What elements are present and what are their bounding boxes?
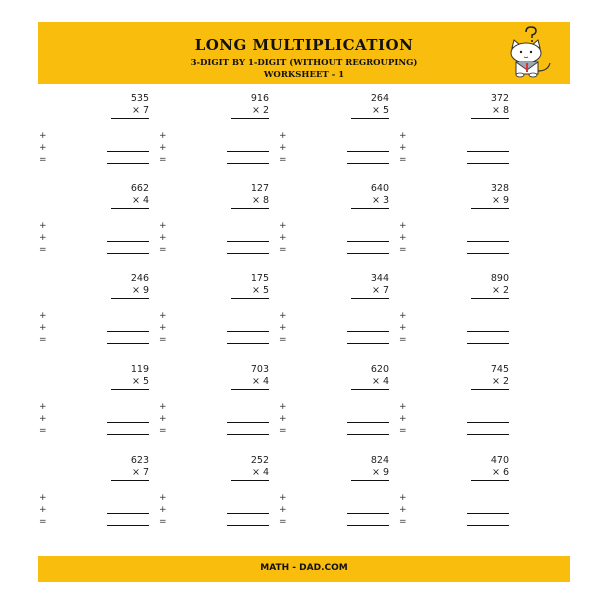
equals-sign: = [39, 335, 47, 345]
answer-line[interactable] [347, 513, 389, 514]
multiplier: × 5 [251, 285, 269, 296]
answer-line[interactable] [467, 343, 509, 344]
problem-rule [111, 118, 149, 119]
answer-line[interactable] [227, 331, 269, 332]
plus-sign: + [279, 143, 287, 153]
answer-line[interactable] [227, 241, 269, 242]
problem-rule [471, 118, 509, 119]
worksheet-number: WORKSHEET - 1 [263, 70, 345, 80]
answer-line[interactable] [467, 163, 509, 164]
footer-site: MATH - DAD.COM [260, 563, 348, 573]
multiplicand: 623 [130, 455, 149, 466]
answer-line[interactable] [107, 163, 149, 164]
problem-item [39, 183, 149, 263]
plus-sign: + [399, 311, 407, 321]
plus-sign: + [39, 402, 47, 412]
multiplier: × 3 [371, 195, 389, 206]
answer-line[interactable] [107, 434, 149, 435]
multiplier: × 6 [491, 467, 509, 478]
answer-line[interactable] [227, 434, 269, 435]
problem-item [399, 183, 509, 263]
plus-sign: + [279, 402, 287, 412]
multiplier: × 8 [491, 105, 509, 116]
equals-sign: = [39, 245, 47, 255]
plus-sign: + [399, 143, 407, 153]
multiplier: × 4 [251, 467, 269, 478]
multiplier: × 7 [371, 285, 389, 296]
multiplicand: 252 [250, 455, 269, 466]
problem-rule [231, 118, 269, 119]
multiplicand: 640 [370, 183, 389, 194]
equals-sign: = [39, 426, 47, 436]
problem-rule [351, 480, 389, 481]
problem-item [39, 455, 149, 535]
plus-sign: + [399, 233, 407, 243]
answer-line[interactable] [227, 525, 269, 526]
equals-sign: = [159, 155, 167, 165]
multiplicand: 246 [130, 273, 149, 284]
equals-sign: = [279, 155, 287, 165]
plus-sign: + [39, 131, 47, 141]
multiplicand: 535 [130, 93, 149, 104]
plus-sign: + [279, 131, 287, 141]
problem-rule [351, 118, 389, 119]
problem-rule [111, 208, 149, 209]
header-banner [38, 22, 570, 84]
plus-sign: + [159, 233, 167, 243]
problem-item [39, 273, 149, 353]
plus-sign: + [159, 311, 167, 321]
problem-rule [111, 389, 149, 390]
problem-rule [351, 298, 389, 299]
problem-rule [111, 480, 149, 481]
answer-line[interactable] [347, 525, 389, 526]
cat-mascot-icon [502, 26, 556, 80]
answer-line[interactable] [347, 241, 389, 242]
plus-sign: + [159, 505, 167, 515]
answer-line[interactable] [107, 241, 149, 242]
equals-sign: = [159, 245, 167, 255]
multiplicand: 372 [490, 93, 509, 104]
answer-line[interactable] [227, 253, 269, 254]
answer-line[interactable] [107, 513, 149, 514]
problem-rule [231, 208, 269, 209]
answer-line[interactable] [467, 422, 509, 423]
equals-sign: = [39, 517, 47, 527]
multiplier: × 8 [251, 195, 269, 206]
answer-line[interactable] [107, 422, 149, 423]
answer-line[interactable] [347, 422, 389, 423]
problem-item [39, 364, 149, 444]
problem-item [279, 364, 389, 444]
multiplier: × 4 [251, 376, 269, 387]
equals-sign: = [279, 517, 287, 527]
problem-item [279, 183, 389, 263]
problem-item [159, 364, 269, 444]
equals-sign: = [399, 335, 407, 345]
plus-sign: + [399, 221, 407, 231]
problem-rule [471, 208, 509, 209]
multiplier: × 5 [371, 105, 389, 116]
problem-item [279, 93, 389, 173]
plus-sign: + [279, 505, 287, 515]
plus-sign: + [39, 143, 47, 153]
plus-sign: + [279, 493, 287, 503]
problem-rule [231, 389, 269, 390]
plus-sign: + [159, 414, 167, 424]
answer-line[interactable] [227, 513, 269, 514]
answer-line[interactable] [107, 525, 149, 526]
multiplicand: 344 [370, 273, 389, 284]
problem-item [279, 455, 389, 535]
multiplier: × 2 [491, 376, 509, 387]
problem-rule [471, 389, 509, 390]
multiplicand: 662 [130, 183, 149, 194]
problem-item [159, 273, 269, 353]
plus-sign: + [399, 131, 407, 141]
answer-line[interactable] [467, 434, 509, 435]
problem-item [279, 273, 389, 353]
plus-sign: + [279, 323, 287, 333]
answer-line[interactable] [107, 343, 149, 344]
plus-sign: + [399, 414, 407, 424]
equals-sign: = [159, 335, 167, 345]
multiplier: × 7 [131, 467, 149, 478]
equals-sign: = [399, 426, 407, 436]
problem-rule [231, 480, 269, 481]
answer-line[interactable] [107, 151, 149, 152]
problem-item [39, 93, 149, 173]
plus-sign: + [279, 233, 287, 243]
plus-sign: + [39, 323, 47, 333]
plus-sign: + [159, 131, 167, 141]
footer-banner [38, 556, 570, 582]
problem-rule [471, 480, 509, 481]
multiplier: × 4 [371, 376, 389, 387]
multiplicand: 745 [490, 364, 509, 375]
answer-line[interactable] [467, 151, 509, 152]
equals-sign: = [279, 335, 287, 345]
answer-line[interactable] [227, 163, 269, 164]
plus-sign: + [39, 493, 47, 503]
answer-line[interactable] [347, 253, 389, 254]
answer-line[interactable] [107, 331, 149, 332]
answer-line[interactable] [107, 253, 149, 254]
problem-rule [351, 389, 389, 390]
equals-sign: = [399, 517, 407, 527]
multiplier: × 4 [131, 195, 149, 206]
equals-sign: = [159, 426, 167, 436]
multiplicand: 175 [250, 273, 269, 284]
plus-sign: + [159, 402, 167, 412]
answer-line[interactable] [467, 513, 509, 514]
problem-item [399, 93, 509, 173]
worksheet-title: LONG MULTIPLICATION [194, 36, 414, 54]
plus-sign: + [279, 311, 287, 321]
plus-sign: + [399, 493, 407, 503]
worksheet-subtitle: 3-DIGIT BY 1-DIGIT (WITHOUT REGROUPING) [190, 58, 418, 68]
answer-line[interactable] [227, 343, 269, 344]
problem-item [399, 273, 509, 353]
problem-item [399, 455, 509, 535]
answer-line[interactable] [347, 151, 389, 152]
multiplicand: 119 [130, 364, 149, 375]
multiplicand: 264 [370, 93, 389, 104]
equals-sign: = [159, 517, 167, 527]
plus-sign: + [159, 221, 167, 231]
plus-sign: + [279, 414, 287, 424]
answer-line[interactable] [467, 525, 509, 526]
equals-sign: = [399, 245, 407, 255]
plus-sign: + [159, 493, 167, 503]
problem-rule [231, 298, 269, 299]
problem-rule [471, 298, 509, 299]
plus-sign: + [39, 505, 47, 515]
answer-line[interactable] [347, 163, 389, 164]
multiplier: × 2 [491, 285, 509, 296]
plus-sign: + [159, 323, 167, 333]
multiplicand: 824 [370, 455, 389, 466]
problem-item [159, 93, 269, 173]
problem-rule [111, 298, 149, 299]
plus-sign: + [39, 233, 47, 243]
equals-sign: = [39, 155, 47, 165]
answer-line[interactable] [467, 331, 509, 332]
plus-sign: + [399, 323, 407, 333]
multiplier: × 9 [131, 285, 149, 296]
multiplier: × 9 [491, 195, 509, 206]
multiplier: × 5 [131, 376, 149, 387]
answer-line[interactable] [347, 331, 389, 332]
answer-line[interactable] [347, 343, 389, 344]
answer-line[interactable] [227, 422, 269, 423]
plus-sign: + [399, 402, 407, 412]
answer-line[interactable] [467, 253, 509, 254]
problem-item [399, 364, 509, 444]
multiplicand: 620 [370, 364, 389, 375]
problem-rule [351, 208, 389, 209]
plus-sign: + [39, 311, 47, 321]
plus-sign: + [279, 221, 287, 231]
equals-sign: = [399, 155, 407, 165]
multiplicand: 470 [490, 455, 509, 466]
plus-sign: + [159, 143, 167, 153]
multiplicand: 916 [250, 93, 269, 104]
answer-line[interactable] [347, 434, 389, 435]
multiplicand: 328 [490, 183, 509, 194]
answer-line[interactable] [227, 151, 269, 152]
multiplier: × 7 [131, 105, 149, 116]
problem-item [159, 455, 269, 535]
equals-sign: = [279, 245, 287, 255]
multiplicand: 890 [490, 273, 509, 284]
answer-line[interactable] [467, 241, 509, 242]
multiplicand: 127 [250, 183, 269, 194]
problem-item [159, 183, 269, 263]
plus-sign: + [399, 505, 407, 515]
plus-sign: + [39, 414, 47, 424]
multiplicand: 703 [250, 364, 269, 375]
multiplier: × 9 [371, 467, 389, 478]
multiplier: × 2 [251, 105, 269, 116]
equals-sign: = [279, 426, 287, 436]
plus-sign: + [39, 221, 47, 231]
